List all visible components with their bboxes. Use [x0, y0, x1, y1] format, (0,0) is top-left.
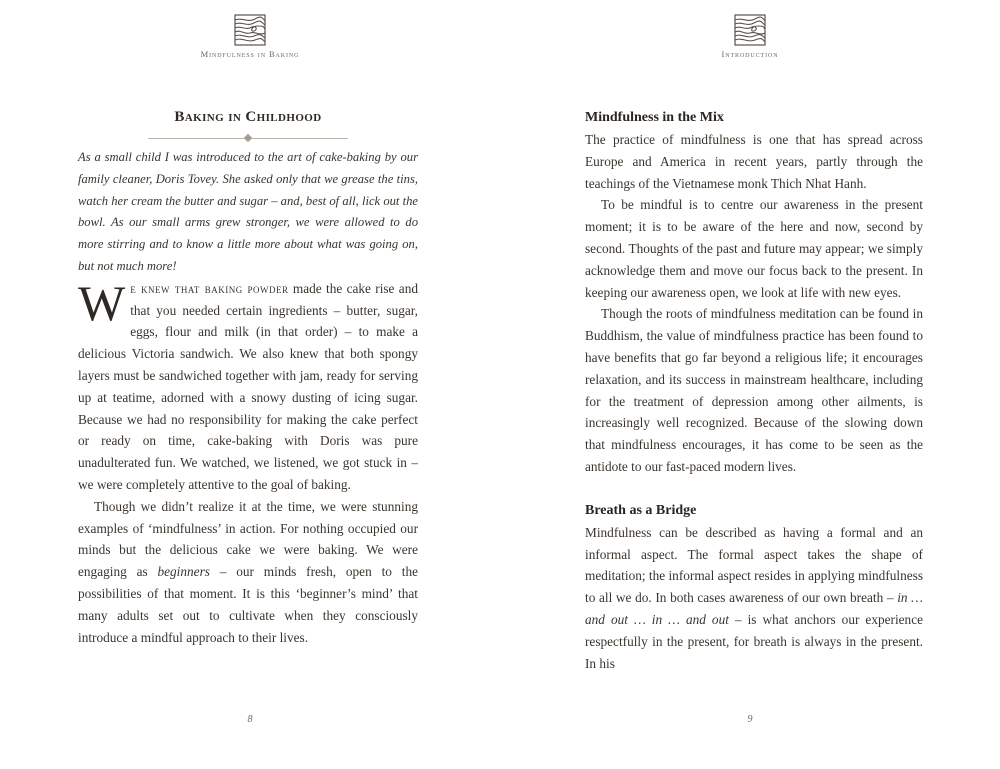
paragraph-text: – our minds fresh, open to the possibilities of that moment. It is this ‘beginner’s mind’ that many adults set out to cultivate when they consciously introduce a mindful approach to their lives. [78, 564, 418, 645]
right-column [585, 107, 923, 674]
diamond-ornament-icon [244, 134, 252, 142]
ornament-divider [148, 133, 348, 143]
paragraph-text: Mindfulness can be described as having a formal and an informal aspect. The formal aspect takes the shape of meditation; the informal aspect resides in applying mindfulness to all we do. In both cases awareness of our own breath – [585, 524, 923, 606]
paragraph-text: – is what anchors our experience respectfully in the present, for breath is always in the present. In his [585, 611, 923, 671]
body-paragraph: To be mindful is to centre our awareness in the present moment; it is to be aware of the here and now, second by second. Thoughts of the past and future may appear; we simply acknowledge them and move our focus back to the present. In keeping our awareness open, we look at life with new eyes. [585, 197, 923, 300]
wood-grain-emblem-icon [734, 14, 766, 46]
intro-paragraph: As a small child I was introduced to the art of cake-baking by our family cleaner, Doris Tovey. She asked only that we grease the tins, watch her cream the butter and sugar – and, best of all, lick out the bowl. As our small arms grew stronger, we were allowed to do more stirring and to know a little more about what was going on, but not much more! [78, 150, 418, 273]
running-title: Introduction [721, 49, 779, 59]
page-number-left: 8 [247, 714, 253, 725]
drop-cap: W [78, 274, 126, 331]
body-paragraph: The practice of mindfulness is one that has spread across Europe and America in recent years, partly through the teachings of the Vietnamese monk Thich Nhat Hanh. [585, 132, 923, 191]
lead-in-small-caps: e knew that baking powder [130, 280, 289, 296]
running-head-left [0, 14, 500, 59]
body-paragraph: Though the roots of mindfulness meditation can be found in Buddhism, the value of mindfulness practice has been found to have benefits that go far beyond a religious life; it encourages relaxation, and its success in mainstream healthcare, including for the treatment of depression among other ailments, is increasingly well recognized. Because of the slowing down that mindfulness encourages, it has come to be seen as the antidote to our fast-paced modern lives. [585, 306, 923, 474]
section-heading: Baking in Childhood [174, 109, 322, 125]
emphasis-text: in … and out … in … and out [585, 590, 924, 627]
emphasis-text: beginners [157, 564, 210, 580]
body-paragraph-2 [78, 496, 418, 649]
running-title: Mindfulness in Baking [200, 49, 300, 59]
running-head-right [500, 14, 1000, 59]
subheading-breath-as-a-bridge: Breath as a Bridge [585, 502, 697, 518]
left-body-text [78, 274, 418, 649]
body-paragraph-1 [78, 274, 418, 496]
left-column [78, 107, 418, 648]
subheading-mindfulness-in-the-mix: Mindfulness in the Mix [585, 110, 724, 125]
body-paragraph [585, 522, 923, 675]
paragraph-text: Though we didn’t realize it at the time, we were stunning examples of ‘mindfulness’ in action. For nothing occupied our minds but the delicious cake we were baking. We were engaging as [78, 498, 418, 580]
wood-grain-emblem-icon [234, 14, 266, 46]
paragraph-text: made the cake rise and that you needed certain ingredients – butter, sugar, eggs, flour and milk (in that order) – to make a delicious Victoria sandwich. We also knew that both spongy layers must be sandwiched together with jam, ready for serving up at teatime, adorned with a snowy dusting of icing sugar. Because we had no responsibility for making the cake perfect or ready on time, cake-baking with Doris was pure unadulterated fun. We watched, we listened, we got stuck in – we were completely attentive to the goal of baking. [78, 280, 418, 492]
right-page [500, 0, 1000, 769]
page-number-right: 9 [747, 714, 753, 725]
